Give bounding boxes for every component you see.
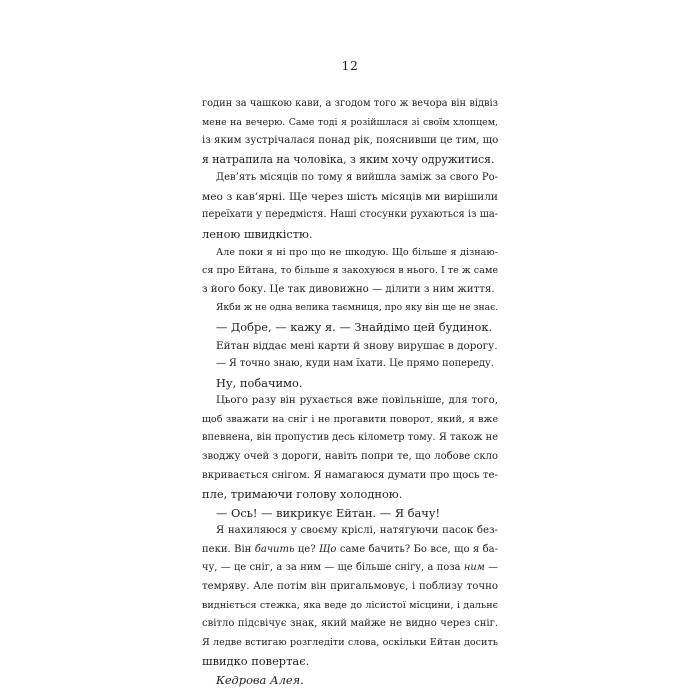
text-line: — Ось! — викрикує Ейтан. — Я бачу! (216, 505, 441, 520)
text-line: — Я точно знаю, куди нам їхати. Це прямо попереду. (216, 358, 494, 370)
text-line: переїхати у передмістя. Наші стосунки рухаються із ша- (202, 209, 498, 221)
text-line: з його боку. Це так дивовижно — ділити з ним життя. (202, 283, 495, 295)
text-line: зводжу очей з дороги, навіть попри те, що лобове скло (202, 450, 498, 462)
text-line: впевнена, він пропустив десь кілометр тому. Я також не (202, 432, 498, 444)
text-line: Якби ж не одна велика таємниця, про яку він ще не знає. (216, 302, 498, 314)
text-line: годин за чашкою кави, а згодом того ж вечора він відвіз (202, 98, 498, 109)
text-line: Я ледве встигаю розгледіти слова, оскільки Ейтан досить (202, 636, 498, 648)
text-line: темряву. Але потім він пригальмовує, і поблизу точно (202, 581, 498, 593)
text-line: Дев’ять місяців по тому я вийшла заміж за свого Ро- (216, 172, 498, 184)
text-line: пле, тримаючи голову холодною. (202, 487, 403, 502)
text-line: світло підсвічує знак, який майже не видно через сніг. (202, 618, 498, 630)
text-line: я натрапила на чоловіка, з яким хочу одружитися. (202, 152, 495, 166)
text-line: — Добре, — кажу я. — Знайдімо цей будинок. (216, 319, 493, 334)
text-line: мео з кав’ярні. Ще через шість місяців ми вирішили (202, 190, 498, 203)
text-line: Кедрова Алея. (216, 672, 304, 687)
text-line: із яким зустрічалася понад рік, пояснивши це тим, що (202, 135, 498, 147)
text-line: ся про Ейтана, то більше я закохуюся в нього. І те ж саме (202, 265, 498, 277)
text-line: Цього разу він рухається вже повільніше, для того, (216, 395, 498, 407)
page-number: 12 (341, 58, 359, 73)
text-line: вкривається снігом. Я намагаюся думати про щось те- (202, 469, 498, 481)
text-line: леною швидкістю. (202, 227, 313, 242)
text-line: пеки. Він бачить це? Що саме бачить? Бо все, що я ба- (202, 543, 498, 555)
text-line: Ну, побачимо. (216, 375, 303, 390)
text-line: швидко повертає. (202, 654, 310, 669)
text-line: видніється стежка, яка веде до лісистої місцини, і дальнє (202, 599, 498, 611)
body-text (202, 95, 498, 690)
text-line: Ейтан віддає мені карти й знову вирушає в дорогу. (216, 339, 498, 352)
text-line: щоб зважати на сніг і не прогавити поворот, який, я вже (202, 413, 498, 425)
text-line: Але поки я ні про що не шкодую. Що більше я дізнаю- (216, 246, 498, 258)
text-line: мене на вечерю. Саме тоді я розійшлася зі своїм хлопцем, (202, 116, 498, 128)
text-line: Я нахиляюся у своєму кріслі, натягуючи пасок без- (216, 525, 498, 537)
text-line: чу, — це сніг, а за ним — ще більше снігу, а поза ним — (202, 562, 498, 574)
